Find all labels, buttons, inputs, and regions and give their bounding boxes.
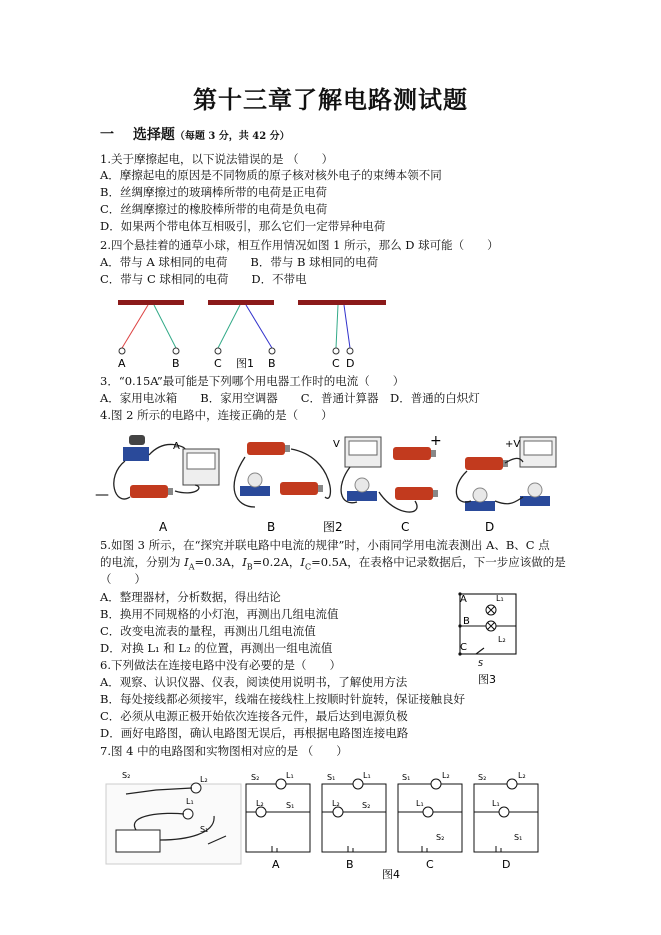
fig2-plus-sign: + bbox=[430, 433, 442, 449]
fig2-plus-v-label bbox=[505, 439, 520, 450]
fig2-circuit-c bbox=[333, 433, 442, 512]
fig3-l1-label: L₁ bbox=[496, 594, 504, 603]
fig1-ball-label: C bbox=[332, 357, 340, 370]
q3-options: A．家用电冰箱 B．家用空调器 C．普通计算器 D．普通的白炽灯 bbox=[100, 391, 480, 405]
q2-options-cd: C．带与 C 球相同的电荷 D．不带电 bbox=[100, 272, 307, 286]
fig4-diagram-d bbox=[474, 779, 538, 852]
fig3-point-b: B bbox=[463, 616, 470, 627]
q3-stem: 3．“0.15A”最可能是下列哪个用电器工作时的电流（ ） bbox=[100, 374, 405, 388]
q2-options-ab: A．带与 A 球相同的电荷 B．带与 B 球相同的电荷 bbox=[100, 255, 379, 269]
fig2-option-label: C bbox=[401, 520, 410, 534]
section-note: （每题 3 分，共 42 分） bbox=[174, 131, 290, 142]
fig1-ball-label: C bbox=[214, 357, 222, 370]
fig3-l2-label: L₂ bbox=[498, 635, 506, 644]
q5-option-d: D．对换 L₁ 和 L₂ 的位置，再测出一组电流值 bbox=[100, 641, 333, 655]
q6-option-a: A．观察、认识仪器、仪表，阅读使用说明书，了解使用方法 bbox=[100, 675, 408, 689]
fig4-diagram-c bbox=[398, 779, 462, 852]
q1-option-a: A．摩擦起电的原因是不同物质的原子核对核外电子的束缚本领不同 bbox=[100, 168, 442, 182]
q4-stem: 4.图 2 所示的电路中，连接正确的是（ ） bbox=[100, 408, 333, 422]
q6-option-b: B．每处接线都必须接牢，线端在接线柱上按顺时针旋转，保证接触良好 bbox=[100, 692, 465, 706]
fig4-option-label: C bbox=[426, 858, 434, 871]
q5-line-2: 的电流，分别为 $I_A=0.3A$，$I_B=0.2A$，$I_C=0.5A$，在表格中记录数据后，下一步应该做的是 bbox=[100, 555, 566, 572]
q1-option-c: C．丝绸摩擦过的橡胶棒所带的电荷是负电荷 bbox=[100, 202, 328, 216]
fig2-circuit-a bbox=[114, 435, 219, 499]
fig2-circuit-b bbox=[234, 442, 330, 507]
fig2-option-label: D bbox=[485, 520, 495, 534]
fig2-option-label: A bbox=[159, 520, 168, 534]
fig1-balls bbox=[119, 348, 353, 354]
figure-2 bbox=[95, 427, 565, 537]
fig4-option-label: A bbox=[272, 858, 280, 871]
fig4-c-l2-label: L₂ bbox=[442, 771, 450, 780]
fig4-a-l2-label: L₂ bbox=[256, 799, 264, 808]
fig4-d-s2-label: S₂ bbox=[478, 773, 487, 782]
fig4-b-s2-label: S₂ bbox=[362, 801, 371, 810]
fig4-d-l1-label: L₁ bbox=[492, 799, 500, 808]
q5-option-a: A．整理器材，分析数据，得出结论 bbox=[100, 590, 281, 604]
q5-line-3: （ ） bbox=[100, 572, 146, 586]
q1-option-d: D．如果两个带电体互相吸引，那么它们一定带异种电荷 bbox=[100, 219, 386, 233]
q2-stem: 2.四个悬挂着的通草小球，相互作用情况如图 1 所示，那么 D 球可能（ ） bbox=[100, 238, 499, 252]
fig4-c-s1-label: S₁ bbox=[402, 773, 411, 782]
fig2-voltmeter-symbol: V bbox=[513, 439, 521, 450]
fig1-threads bbox=[122, 305, 350, 348]
fig3-switch-label: S bbox=[478, 659, 484, 668]
q5-line-1: 5.如图 3 所示，在“探究并联电路中电流的规律”时，小雨同学用电流表测出 A、B、C 点 bbox=[100, 538, 550, 552]
fig4-c-s2-label: S₂ bbox=[436, 833, 445, 842]
fig4-a-l1-label: L₁ bbox=[286, 771, 294, 780]
q6-option-c: C．必须从电源正极开始依次连接各元件，最后达到电源负极 bbox=[100, 709, 408, 723]
fig1-ball-label: A bbox=[118, 357, 126, 370]
fig4-l2-label: L₂ bbox=[200, 775, 208, 784]
fig3-point-a: A bbox=[460, 594, 467, 605]
fig4-physical-circuit bbox=[106, 771, 241, 864]
fig3-point-c: C bbox=[460, 642, 467, 653]
fig4-diagram-a bbox=[246, 779, 310, 852]
q6-option-d: D．画好电路图，确认电路图无误后，再根据电路图连接电路 bbox=[100, 726, 409, 740]
fig2-circuit-d bbox=[456, 437, 556, 511]
q1-option-b: B．丝绸摩擦过的玻璃棒所带的电荷是正电荷 bbox=[100, 185, 327, 199]
q5-option-c: C．改变电流表的量程，再测出几组电流值 bbox=[100, 624, 316, 638]
fig2-caption: 图2 bbox=[323, 520, 343, 534]
fig2-option-label: B bbox=[267, 520, 276, 534]
fig4-caption: 图4 bbox=[382, 868, 400, 881]
figure-3 bbox=[448, 586, 528, 686]
fig4-option-label: D bbox=[502, 858, 511, 871]
fig1-beams bbox=[118, 300, 386, 305]
figure-1 bbox=[100, 290, 420, 372]
fig4-s1-label: S₁ bbox=[200, 825, 209, 834]
fig4-d-l2-label: L₂ bbox=[518, 771, 526, 780]
fig4-b-l1-label: L₁ bbox=[363, 771, 371, 780]
fig4-d-s1-label: S₁ bbox=[514, 833, 523, 842]
q7-stem: 7.图 4 中的电路图和实物图相对应的是 （ ） bbox=[100, 744, 348, 758]
fig1-ball-label: B bbox=[268, 357, 276, 370]
fig1-ball-label: B bbox=[172, 357, 180, 370]
fig2-voltmeter-symbol: V bbox=[333, 439, 340, 450]
section-number: 一 bbox=[100, 127, 114, 143]
fig4-a-s2-label: S₂ bbox=[251, 773, 260, 782]
fig1-caption: 图1 bbox=[236, 357, 254, 370]
fig1-ball-label: D bbox=[346, 357, 355, 370]
fig2-minus-sign: — bbox=[95, 487, 109, 503]
fig3-caption: 图3 bbox=[478, 673, 496, 686]
fig4-s2-label: S₂ bbox=[122, 771, 131, 780]
q1-stem: 1.关于摩擦起电，以下说法错误的是 （ ） bbox=[100, 152, 334, 166]
figure-4 bbox=[96, 764, 556, 884]
fig2-ammeter-symbol: A bbox=[173, 441, 180, 452]
fig4-diagram-b bbox=[322, 779, 386, 852]
fig4-option-label: B bbox=[346, 858, 354, 871]
q6-stem: 6.下列做法在连接电路中没有必要的是（ ） bbox=[100, 658, 341, 672]
fig4-b-s1-label: S₁ bbox=[327, 773, 336, 782]
section-heading bbox=[100, 124, 290, 144]
fig4-b-l2-label: L₂ bbox=[332, 799, 340, 808]
fig4-c-l1-label: L₁ bbox=[416, 799, 424, 808]
fig4-l1-label: L₁ bbox=[186, 797, 194, 806]
section-name: 选择题 bbox=[132, 127, 175, 143]
page-title: 第十三章了解电路测试题 bbox=[193, 85, 468, 114]
q5-option-b: B．换用不同规格的小灯泡，再测出几组电流值 bbox=[100, 607, 339, 621]
fig2-plus-sign: + bbox=[505, 439, 514, 450]
fig4-a-s1-label: S₁ bbox=[286, 801, 295, 810]
